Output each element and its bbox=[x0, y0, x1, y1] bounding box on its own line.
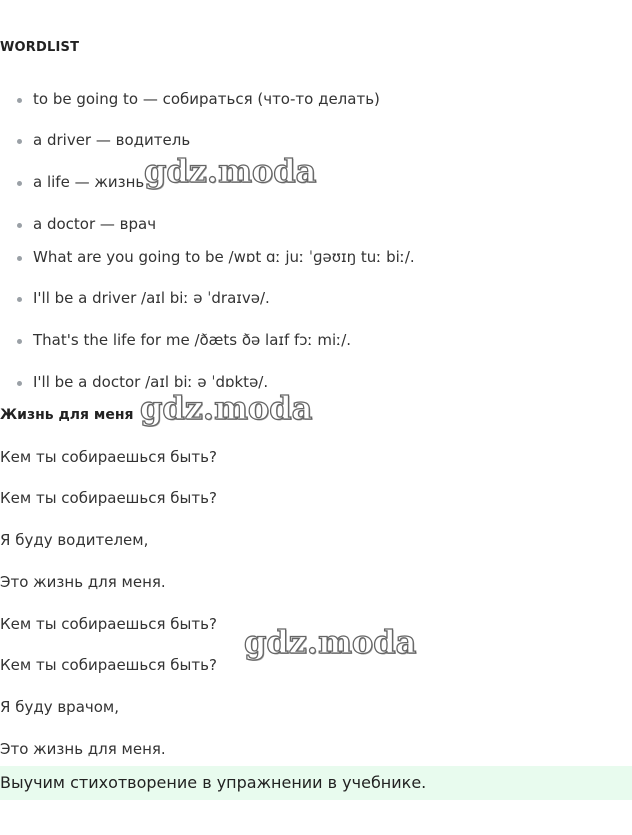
study-note-text: Выучим стихотворение в упражнении в учебнике. bbox=[0, 773, 427, 792]
poem-line: Это жизнь для меня. bbox=[0, 573, 166, 591]
poem-title: Жизнь для меня bbox=[0, 407, 134, 423]
list-item: a doctor — врач bbox=[33, 215, 157, 233]
wordlist-heading: WORDLIST bbox=[0, 40, 80, 55]
list-item: a life — жизнь bbox=[33, 173, 145, 191]
poem-line: Я буду врачом, bbox=[0, 698, 120, 716]
list-item: I'll be a doctor /aɪl biː ə ˈdɒktə/. bbox=[33, 373, 269, 391]
list-item: That's the life for me /ðæts ðə laɪf fɔː miː/. bbox=[33, 331, 352, 349]
list-item: What are you going to be /wɒt ɑː juː ˈɡəʊɪŋ tuː biː/. bbox=[33, 248, 415, 266]
watermark-logo: gdz.moda bbox=[244, 623, 417, 661]
poem-line: Кем ты собираешься быть? bbox=[0, 615, 217, 633]
list-item: a driver — водитель bbox=[33, 131, 191, 149]
watermark-logo: gdz.moda bbox=[140, 389, 313, 427]
watermark-logo: gdz.moda bbox=[144, 152, 317, 190]
poem-line: Кем ты собираешься быть? bbox=[0, 656, 217, 674]
list-item: to be going to — собираться (что-то делать) bbox=[33, 90, 380, 108]
poem-line: Это жизнь для меня. bbox=[0, 740, 166, 758]
poem-line: Кем ты собираешься быть? bbox=[0, 448, 217, 466]
study-note bbox=[0, 766, 632, 800]
poem-line: Я буду водителем, bbox=[0, 531, 149, 549]
list-item: I'll be a driver /aɪl biː ə ˈdraɪvə/. bbox=[33, 289, 270, 307]
poem-line: Кем ты собираешься быть? bbox=[0, 489, 217, 507]
